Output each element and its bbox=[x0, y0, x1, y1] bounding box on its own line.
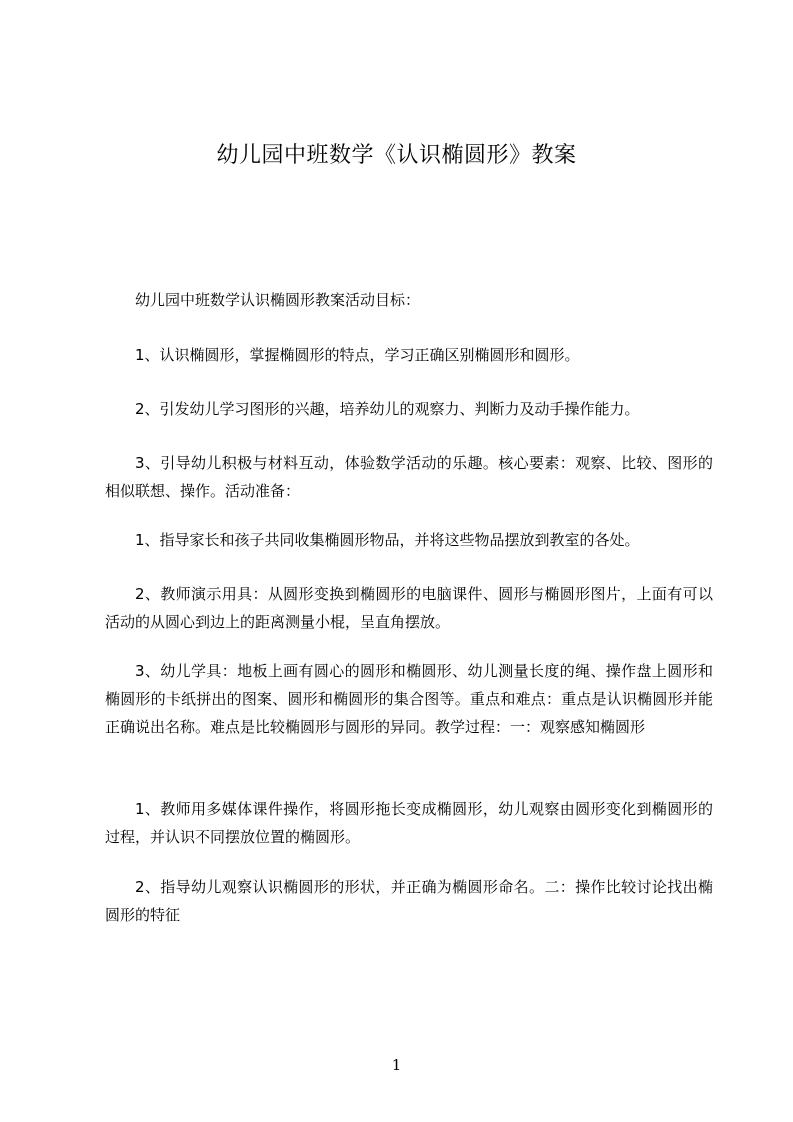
paragraph-goal-3: 3、引导幼儿积极与材料互动，体验数学活动的乐趣。核心要素：观察、比较、图形的相似联想、操作。活动准备： bbox=[105, 454, 713, 500]
paragraph-goal-2: 2、引发幼儿学习图形的兴趣，培养幼儿的观察力、判断力及动手操作能力。 bbox=[135, 400, 640, 418]
paragraph-process-1: 1、教师用多媒体课件操作，将圆形拖长变成椭圆形，幼儿观察由圆形变化到椭圆形的过程，并认识不同摆放位置的椭圆形。 bbox=[105, 800, 713, 846]
paragraph-prep-1: 1、指导家长和孩子共同收集椭圆形物品，并将这些物品摆放到教室的各处。 bbox=[135, 531, 640, 549]
paragraph-prep-2: 2、教师演示用具：从圆形变换到椭圆形的电脑课件、圆形与椭圆形图片，上面有可以活动的从圆心到边上的距离测量小棍，呈直角摆放。 bbox=[105, 585, 713, 631]
paragraph-process-2: 2、指导幼儿观察认识椭圆形的形状，并正确为椭圆形命名。二：操作比较讨论找出椭圆形的特征 bbox=[105, 878, 713, 924]
paragraph-activity-goals-heading: 幼儿园中班数学认识椭圆形教案活动目标： bbox=[135, 291, 421, 309]
page-number: 1 bbox=[391, 1056, 402, 1074]
paragraph-prep-3: 3、幼儿学具：地板上画有圆心的圆形和椭圆形、幼儿测量长度的绳、操作盘上圆形和椭圆形的卡纸拼出的图案、圆形和椭圆形的集合图等。重点和难点：重点是认识椭圆形并能正确说出名称。难点是比较椭圆形与圆形的异同。教学过程：一：观察感知椭圆形 bbox=[105, 662, 713, 736]
paragraph-goal-1: 1、认识椭圆形，掌握椭圆形的特点，学习正确区别椭圆形和圆形。 bbox=[135, 346, 580, 364]
document-title: 幼儿园中班数学《认识椭圆形》教案 bbox=[216, 143, 577, 168]
